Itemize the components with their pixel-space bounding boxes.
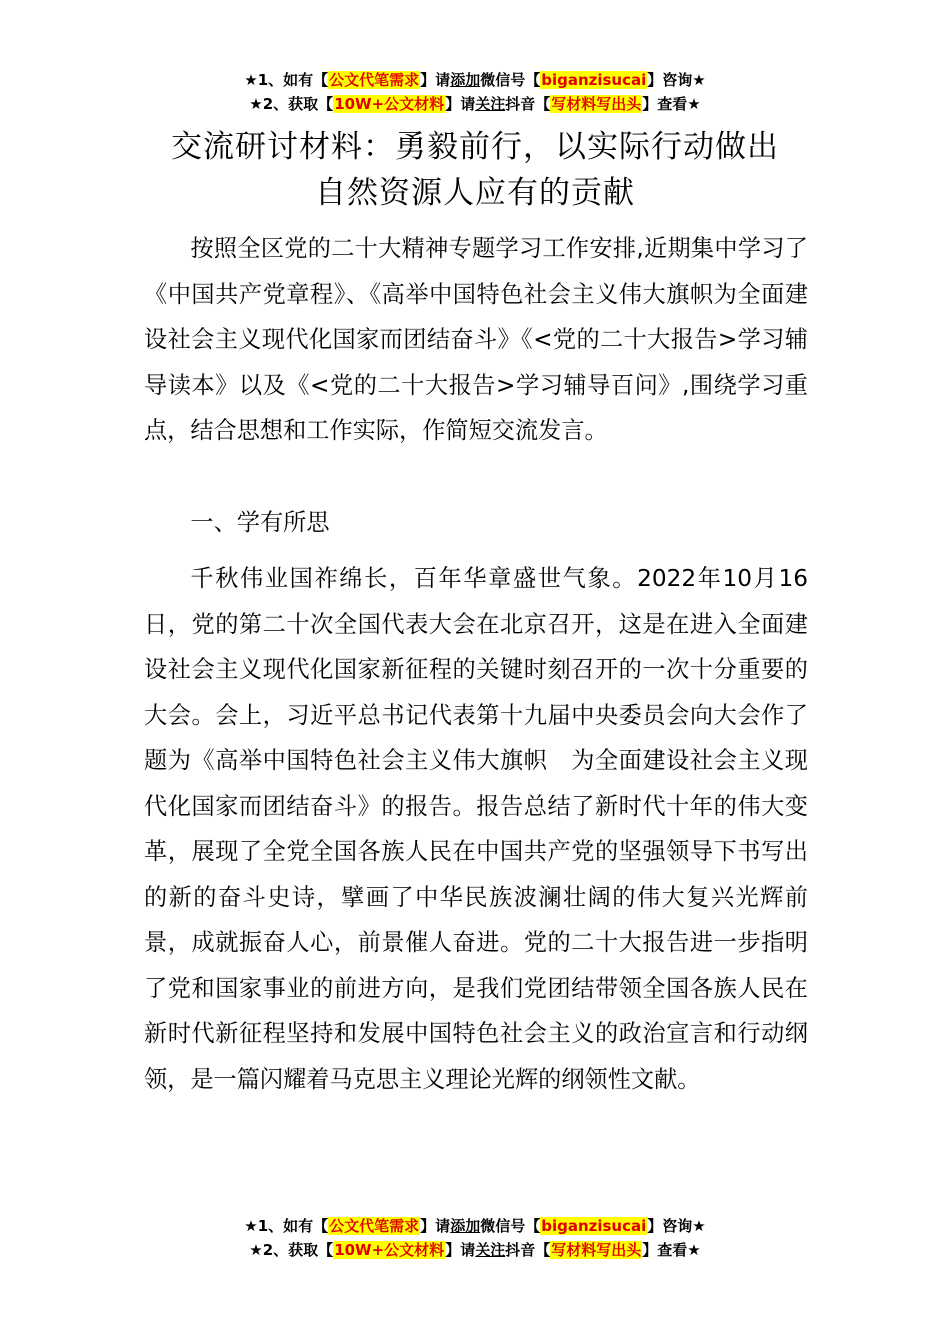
promo-highlight: 公文代笔需求 xyxy=(329,1217,420,1235)
promo-underline: 关注 xyxy=(475,1241,506,1259)
promo-text: 】请 xyxy=(420,71,451,89)
promo-line-2 xyxy=(0,1238,950,1262)
paragraph-text: 按照全区党的二十大精神专题学习工作安排,近期集中学习了《中国共产党章程》、《高举中国特色社会主义伟大旗帜为全面建设社会主义现代化国家而团结奋斗》《<党的二十大报告>学习辅导读本》以及《<党的二十大报告>学习辅导百问》,围绕学习重点，结合思想和工作实际，作简短交流发言。 xyxy=(144,235,808,444)
promo-text: ★1、如有【 xyxy=(244,1217,329,1235)
promo-line-2 xyxy=(0,92,950,116)
paragraph-text: 千秋伟业国祚绵长，百年华章盛世气象。2022年10月16日，党的第二十次全国代表大会在北京召开，这是在进入全面建设社会主义现代化国家新征程的关键时刻召开的一次十分重要的大会。会上，习近平总书记代表第十九届中央委员会向大会作了题为《高举中国特色社会主义伟大旗帜 为全面建设社会主义现代化国家而团结奋斗》的报告。报告总结了新时代十年的伟大变革，展现了全党全国各族人民在中国共产党的坚强领导下书写出的新的奋斗史诗，擘画了中华民族波澜壮阔的伟大复兴光辉前景，成就振奋人心，前景催人奋进。党的二十大报告进一步指明了党和国家事业的前进方向，是我们党团结带领全国各族人民在新时代新征程坚持和发展中国特色社会主义的政治宣言和行动纲领，是一篇闪耀着马克思主义理论光辉的纲领性文献。 xyxy=(144,565,808,1093)
promo-underline: 添加 xyxy=(450,1217,481,1235)
promo-text: 抖音【 xyxy=(505,1241,551,1259)
promo-highlight: biganzisucai xyxy=(541,1217,647,1235)
paragraph-intro xyxy=(144,226,808,454)
promo-text: 】咨询★ xyxy=(647,71,706,89)
promo-underline: 关注 xyxy=(475,95,506,113)
promo-text: 】请 xyxy=(420,1217,451,1235)
promo-highlight: 写材料写出头 xyxy=(551,1241,642,1259)
title-line-1: 交流研讨材料：勇毅前行，以实际行动做出 xyxy=(171,129,779,165)
promo-line-1 xyxy=(0,68,950,92)
section-heading xyxy=(144,500,808,546)
promo-text: 】查看★ xyxy=(642,95,701,113)
promo-text: 】咨询★ xyxy=(647,1217,706,1235)
promo-highlight: biganzisucai xyxy=(541,71,647,89)
promo-text: ★2、获取【 xyxy=(249,1241,334,1259)
promo-text: 抖音【 xyxy=(505,95,551,113)
promo-highlight: 公文代笔需求 xyxy=(329,71,420,89)
top-promo-banner xyxy=(0,68,950,116)
bottom-promo-banner xyxy=(0,1214,950,1262)
promo-text: ★2、获取【 xyxy=(249,95,334,113)
section-heading-text: 一、学有所思 xyxy=(190,509,330,536)
promo-highlight: 写材料写出头 xyxy=(551,95,642,113)
promo-text: 】查看★ xyxy=(642,1241,701,1259)
promo-text: 微信号【 xyxy=(480,1217,541,1235)
promo-text: 】请 xyxy=(445,1241,476,1259)
document-title xyxy=(0,124,950,216)
promo-text: 】请 xyxy=(445,95,476,113)
promo-line-1 xyxy=(0,1214,950,1238)
promo-text: ★1、如有【 xyxy=(244,71,329,89)
promo-highlight: 10W+公文材料 xyxy=(334,1241,445,1259)
title-line-2: 自然资源人应有的贡献 xyxy=(315,175,635,211)
promo-underline: 添加 xyxy=(450,71,481,89)
promo-highlight: 10W+公文材料 xyxy=(334,95,445,113)
promo-text: 微信号【 xyxy=(480,71,541,89)
paragraph-section-1 xyxy=(144,556,808,1102)
